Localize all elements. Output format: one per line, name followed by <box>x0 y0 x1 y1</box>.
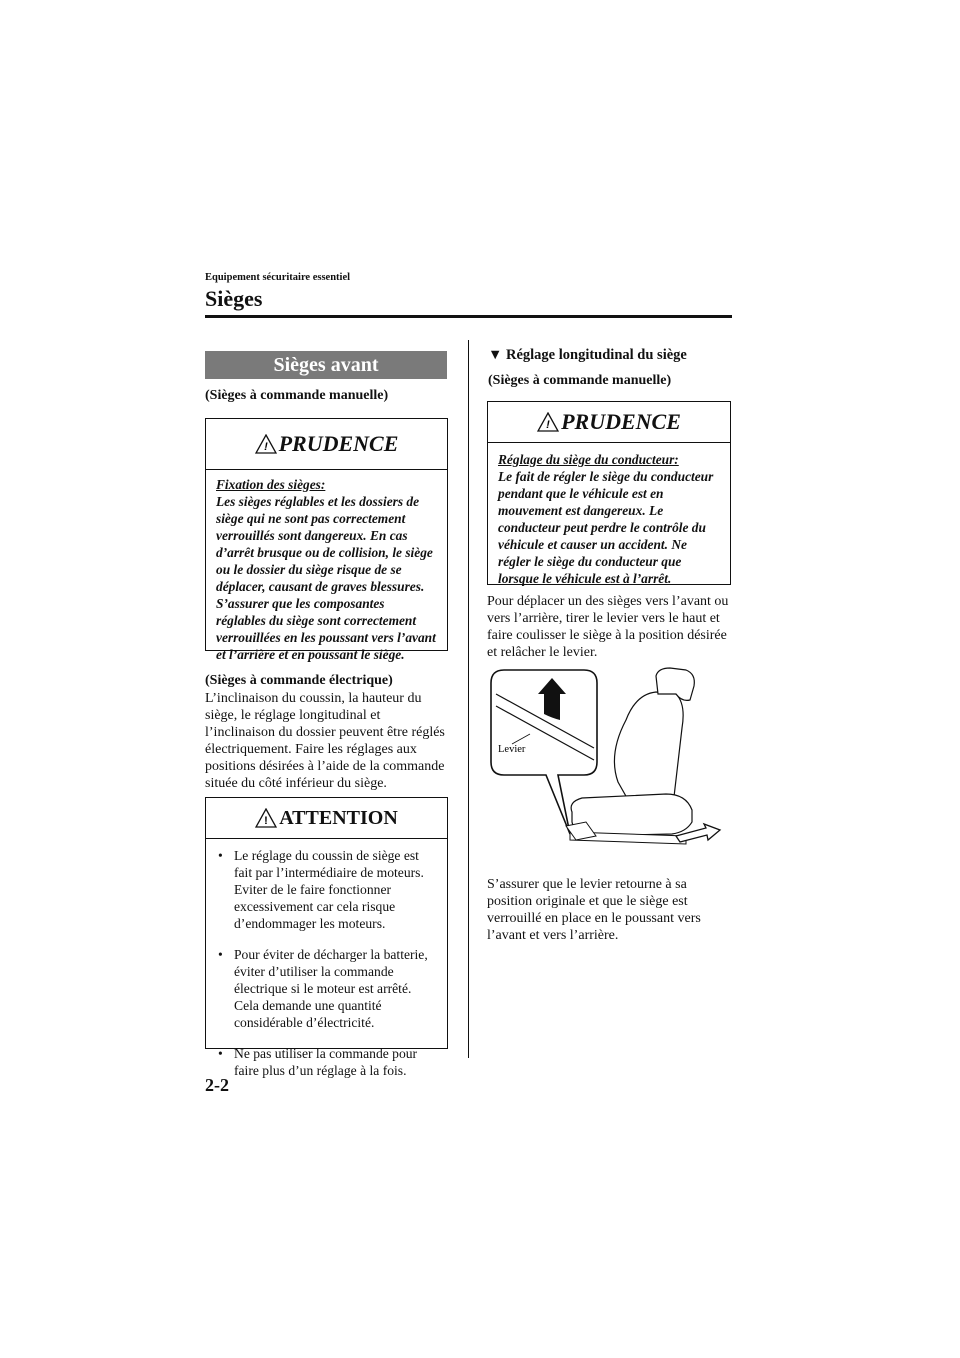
lever-label: Levier <box>498 744 526 755</box>
title-rule <box>205 315 732 318</box>
section-marker-icon: ▼ <box>488 347 503 363</box>
caution-box-driver-seat <box>487 401 731 585</box>
attention-item: • Ne pas utiliser la commande pour faire plus d’un réglage à la fois. <box>218 1046 418 1078</box>
page-number: 2-2 <box>205 1075 229 1095</box>
section-heading <box>488 347 687 364</box>
caution-header <box>206 419 447 470</box>
manual-seats-subhead-right: (Sièges à commande manuelle) <box>488 373 672 388</box>
after-adjust-text: S’assurer que le levier retourne à sa position originale et que le siège est verrouillé en place en le poussant vers l’avant et vers l’arrière. <box>487 877 701 943</box>
warning-triangle-icon <box>255 434 277 454</box>
caution-heading: PRUDENCE <box>561 409 681 434</box>
attention-item: • Le réglage du coussin de siège est fait par l’intermédiaire de moteurs. Eviter de le faire fonctionner excessivement car cela risque d’endommager les moteurs. <box>218 848 424 931</box>
attention-list <box>206 839 447 1087</box>
caution-label: Réglage du siège du conducteur: <box>498 452 679 467</box>
caution-text: Les sièges réglables et les dossiers de siège qui ne sont pas correctement verrouillés sont dangereux. En cas d’arrêt brusque ou de collision, le siège ou le dossier du siège risque de se déplacer, causant de graves blessures. S’assurer que les composantes réglables du siège sont correctement verrouillées en les poussant vers l’avant et l’arrière et en poussant le siège. <box>216 494 436 662</box>
electric-seats-subhead: (Sièges à commande électrique) <box>205 673 393 688</box>
warning-triangle-icon <box>537 412 559 432</box>
manual-seats-subhead: (Sièges à commande manuelle) <box>205 388 389 403</box>
page-title: Sièges <box>205 286 263 311</box>
bullet: • <box>218 1046 223 1061</box>
caution-header <box>488 402 730 443</box>
caution-heading: PRUDENCE <box>278 431 399 456</box>
caution-text: Le fait de régler le siège du conducteur pendant que le véhicule est en mouvement est dangereux. Le conducteur peut perdre le contrôle du véhicule et causer un accident. Ne régler le siège du conducteur que lorsque le véhicule est à l’arrêt. <box>498 469 714 586</box>
attention-header <box>206 798 447 839</box>
attention-box <box>205 797 448 1078</box>
electric-seats-text: L’inclinaison du coussin, la hauteur du siège, le réglage longitudinal et l’inclinaison du dossier peuvent être réglés électriquement. Faire les réglages aux positions désirées à l’aide de la commande située du côté inférieur du siège. <box>205 691 445 791</box>
bullet: • <box>218 947 223 962</box>
svg-text:!: ! <box>263 441 268 453</box>
attention-heading: ATTENTION <box>279 806 398 829</box>
caution-body <box>206 470 447 669</box>
svg-text:!: ! <box>546 419 550 431</box>
section-banner: Sièges avant <box>205 351 447 379</box>
bullet: • <box>218 848 223 863</box>
attention-item: • Pour éviter de décharger la batterie, éviter d’utiliser la commande électrique si le moteur est arrêté. Cela demande une quantité considérable d’électricité. <box>218 947 428 1030</box>
running-head: Equipement sécuritaire essentiel <box>205 272 351 283</box>
adjust-instructions: Pour déplacer un des sièges vers l’avant ou vers l’arrière, tirer le levier vers le haut et faire coulisser le siège à la position désirée et relâcher le levier. <box>487 594 729 660</box>
svg-text:!: ! <box>264 815 269 827</box>
section-title: Réglage longitudinal du siège <box>505 347 687 363</box>
column-divider <box>468 340 469 1058</box>
caution-body <box>488 443 730 593</box>
warning-triangle-icon <box>255 808 277 828</box>
caution-label: Fixation des sièges: <box>216 477 326 492</box>
seat-lever-figure <box>486 664 726 854</box>
caution-box-seat-fixing <box>205 418 448 662</box>
